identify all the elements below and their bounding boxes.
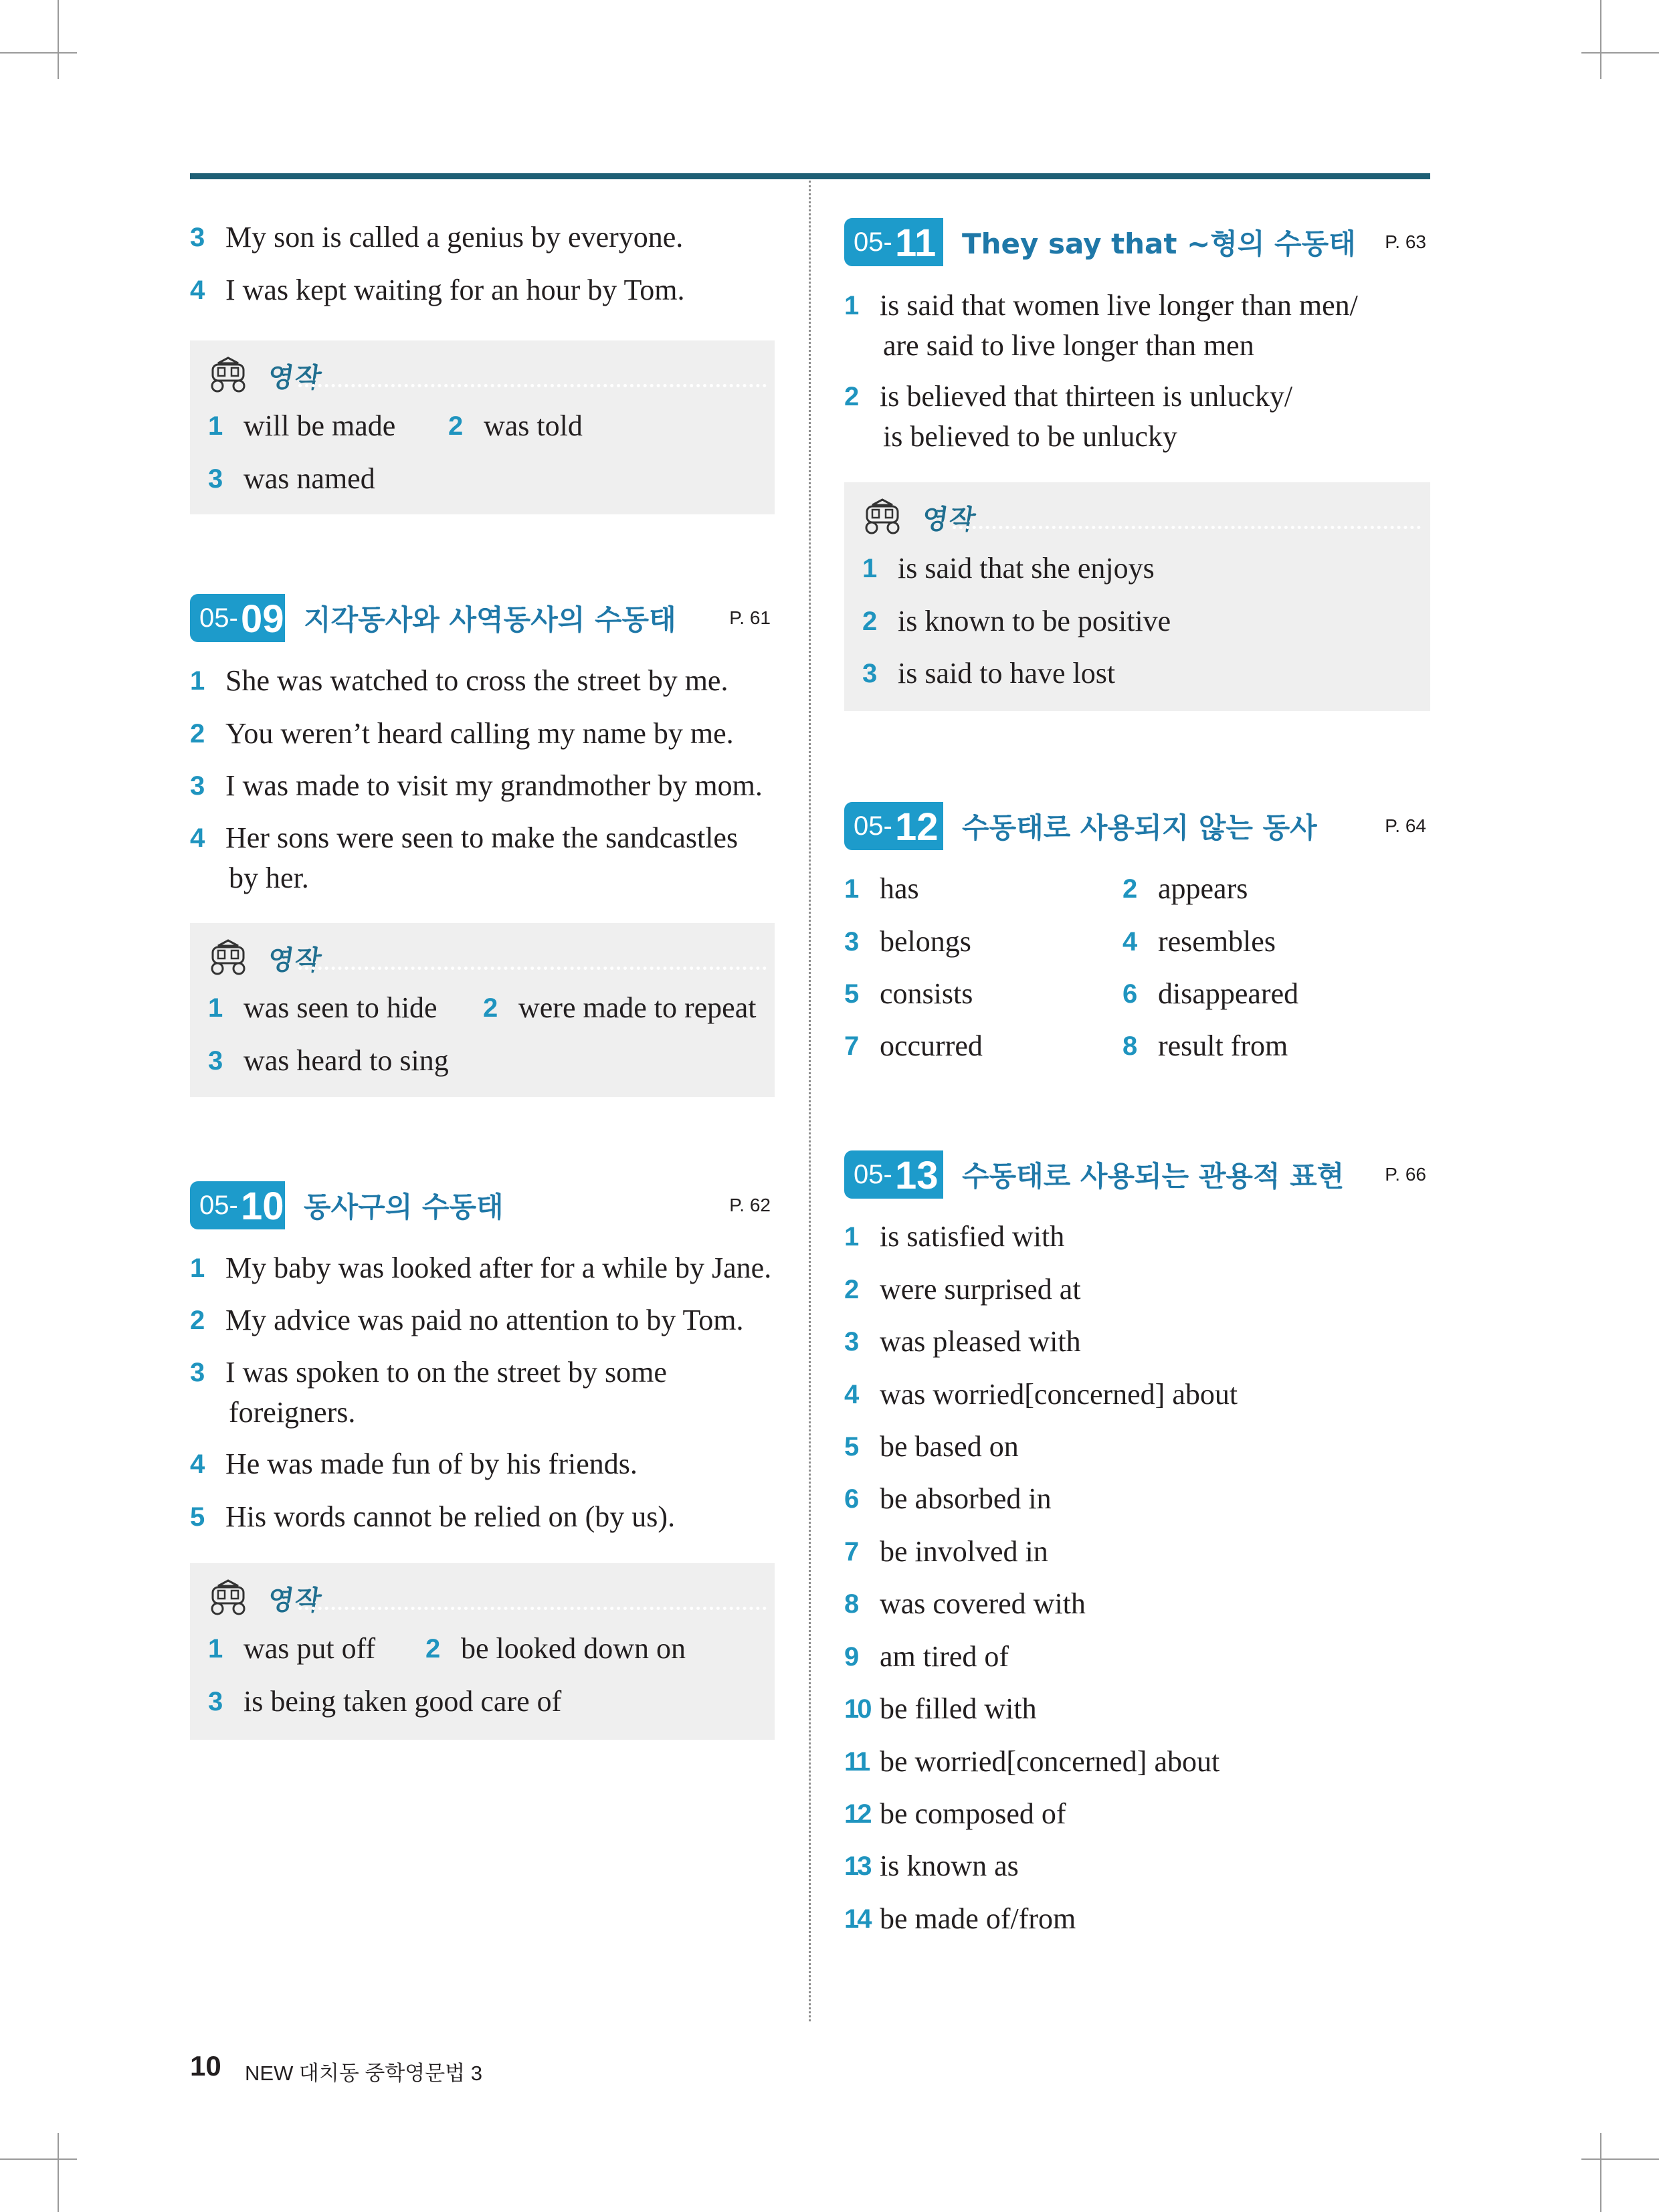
- list-item: 4 He was made fun of by his friends.: [190, 1447, 638, 1480]
- crop-mark: [0, 2158, 77, 2160]
- list-item: 7 be involved in: [844, 1535, 1048, 1568]
- writing-box: [190, 923, 775, 1097]
- list-item: 1 will be made: [208, 409, 396, 442]
- section-title: 동사구의 수동태: [304, 1191, 504, 1223]
- section-header-05-12: [844, 799, 1430, 851]
- section-badge: 05- 10: [190, 1181, 285, 1229]
- list-item: 1 She was watched to cross the street by me.: [190, 664, 728, 697]
- list-item: 3 was heard to sing: [208, 1044, 449, 1077]
- crop-mark: [1600, 0, 1601, 79]
- list-item: 1 is said that women live longer than men/ are said to live longer than men: [844, 289, 1358, 362]
- list-item: 1 was put off: [208, 1632, 376, 1665]
- list-item: 1 is said that she enjoys: [862, 552, 1155, 585]
- list-item: 2 You weren’t heard calling my name by me.: [190, 717, 734, 750]
- list-item: 2 were surprised at: [844, 1273, 1081, 1306]
- box-label: 영작: [266, 363, 325, 393]
- list-item: 13 is known as: [844, 1849, 1019, 1882]
- section-badge: 05- 12: [844, 802, 943, 850]
- crop-mark: [58, 0, 59, 79]
- section-header-05-11: [844, 215, 1430, 268]
- list-item: 3 is being taken good care of: [208, 1685, 562, 1718]
- carriage-icon: [205, 1577, 252, 1617]
- list-item: 3 belongs: [844, 925, 971, 958]
- crop-mark: [1581, 52, 1659, 54]
- list-item: 2 is believed that thirteen is unlucky/ is believed to be unlucky: [844, 380, 1293, 453]
- section-title: They say that ∼형의 수동태: [962, 227, 1356, 260]
- list-item: 6 be absorbed in: [844, 1482, 1052, 1515]
- list-item: 2 My advice was paid no attention to by Tom.: [190, 1304, 744, 1336]
- list-item: 3 I was spoken to on the street by some foreigners.: [190, 1356, 667, 1429]
- list-item: 4 was worried[concerned] about: [844, 1378, 1238, 1411]
- list-item: 3 My son is called a genius by everyone.: [190, 221, 684, 254]
- section-badge: 05- 09: [190, 594, 285, 642]
- list-item: 5 His words cannot be relied on (by us).: [190, 1500, 676, 1533]
- list-item: 4 Her sons were seen to make the sandcastles by her.: [190, 821, 739, 894]
- book-title: NEW 대치동 중학영문법 3: [245, 2062, 482, 2085]
- crop-mark: [1581, 2158, 1659, 2160]
- list-item: 3 is said to have lost: [862, 657, 1116, 690]
- list-item: 2 was told: [448, 409, 583, 442]
- list-item: 7 occurred: [844, 1029, 983, 1062]
- box-label: 영작: [266, 1585, 325, 1616]
- list-item: 9 am tired of: [844, 1640, 1009, 1673]
- page-reference: P. 61: [729, 607, 771, 628]
- list-item: 12 be composed of: [844, 1797, 1066, 1830]
- list-item: 14 be made of/from: [844, 1902, 1076, 1935]
- carriage-icon: [205, 936, 252, 977]
- box-label: 영작: [920, 504, 979, 535]
- box-label: 영작: [266, 945, 325, 976]
- section-badge: 05- 11: [844, 218, 943, 266]
- list-item: 1 is satisfied with: [844, 1220, 1065, 1253]
- list-item: 2 be looked down on: [425, 1632, 686, 1665]
- page-number: 10: [190, 2050, 221, 2082]
- list-item: 3 was named: [208, 462, 375, 495]
- list-item: 2 appears: [1123, 872, 1248, 905]
- list-item: 8 was covered with: [844, 1587, 1086, 1620]
- list-item: 3 I was made to visit my grandmother by mom.: [190, 769, 763, 802]
- list-item: 11 be worried[concerned] about: [844, 1745, 1220, 1778]
- list-item: 10 be filled with: [844, 1692, 1037, 1725]
- section-title: 수동태로 사용되지 않는 동사: [962, 811, 1317, 844]
- section-header-05-10: [190, 1179, 775, 1231]
- list-item: 8 result from: [1123, 1029, 1288, 1062]
- list-item: 1 was seen to hide: [208, 991, 437, 1024]
- carriage-icon: [205, 354, 252, 394]
- section-title: 수동태로 사용되는 관용적 표현: [962, 1160, 1345, 1193]
- writing-box: [190, 1563, 775, 1740]
- crop-mark: [1600, 2133, 1601, 2212]
- page-reference: P. 62: [729, 1195, 771, 1215]
- section-header-05-09: [190, 591, 775, 643]
- header-rule: [190, 173, 1430, 179]
- list-item: 2 is known to be positive: [862, 605, 1171, 637]
- list-item: 1 My baby was looked after for a while by Jane.: [190, 1251, 772, 1284]
- section-badge: 05- 13: [844, 1150, 943, 1199]
- list-item: 1 has: [844, 872, 919, 905]
- page-reference: P. 64: [1385, 815, 1426, 836]
- writing-box: [190, 340, 775, 514]
- list-item: 4 I was kept waiting for an hour by Tom.: [190, 274, 685, 306]
- carriage-icon: [859, 496, 906, 536]
- section-header-05-13: [844, 1148, 1430, 1200]
- list-item: 4 resembles: [1123, 925, 1276, 958]
- section-title: 지각동사와 사역동사의 수동태: [304, 603, 676, 636]
- list-item: 2 were made to repeat: [483, 991, 757, 1024]
- crop-mark: [58, 2133, 59, 2212]
- crop-mark: [0, 52, 77, 54]
- page-reference: P. 66: [1385, 1164, 1426, 1185]
- list-item: 6 disappeared: [1123, 977, 1299, 1010]
- list-item: 5 be based on: [844, 1430, 1019, 1463]
- list-item: 5 consists: [844, 977, 973, 1010]
- page-reference: P. 63: [1385, 231, 1426, 252]
- writing-box: [844, 482, 1430, 711]
- column-divider: [809, 181, 811, 2021]
- list-item: 3 was pleased with: [844, 1325, 1081, 1358]
